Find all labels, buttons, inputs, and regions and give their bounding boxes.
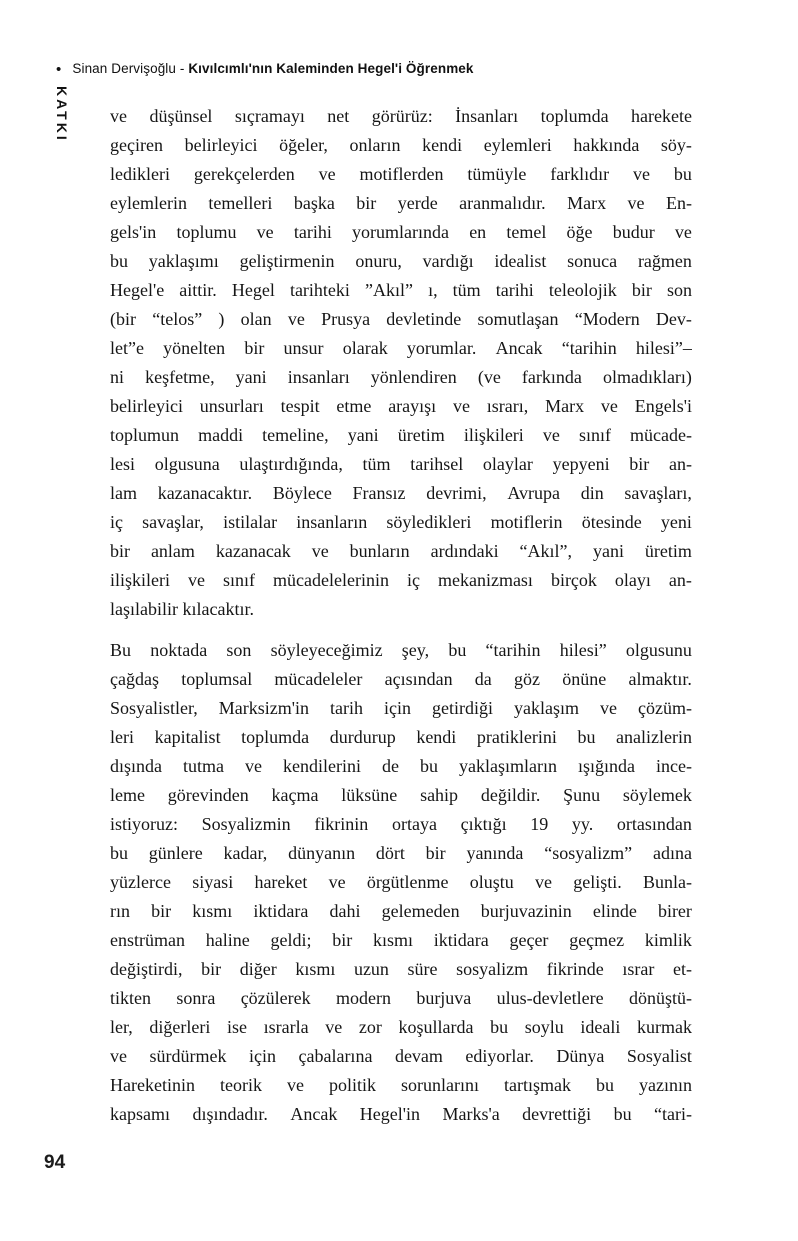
text-line: eylemlerin temelleri başka bir yerde aranmalıdır. Marx ve En- xyxy=(110,193,692,213)
text-line: lam kazanacaktır. Böylece Fransız devrimi, Avrupa din savaşları, xyxy=(110,483,692,503)
text-line: gels'in toplumu ve tarihi yorumlarında en temel öğe budur ve xyxy=(110,222,692,242)
text-line: ve düşünsel sıçramayı net görürüz: İnsanları toplumda harekete xyxy=(110,106,692,126)
text-line: değiştirdi, bir diğer kısmı uzun süre sosyalizm fikrinde ısrar et- xyxy=(110,959,692,979)
page-body xyxy=(110,102,692,1129)
text-line: rın bir kısmı iktidara dahi gelemeden burjuvazinin elinde birer xyxy=(110,901,692,921)
text-line: yüzlerce siyasi hareket ve örgütlenme oluştu ve gelişti. Bunla- xyxy=(110,872,692,892)
running-header xyxy=(56,61,474,78)
text-line: ledikleri gerekçelerden ve motiflerden tümüyle farklıdır ve bu xyxy=(110,164,692,184)
header-chapter-title: Kıvılcımlı'nın Kaleminden Hegel'i Öğrenmek xyxy=(188,61,474,76)
paragraph xyxy=(110,636,692,1129)
text-line: (bir “telos” ) olan ve Prusya devletinde somutlaşan “Modern Dev- xyxy=(110,309,692,329)
text-line: belirleyici unsurları tespit etme arayışı ve ısrarı, Marx ve Engels'i xyxy=(110,396,692,416)
journal-spine-label: KATKI xyxy=(54,86,70,143)
text-line: Hegel'e aittir. Hegel tarihteki ”Akıl” ı, tüm tarihi teleolojik bir son xyxy=(110,280,692,300)
text-line: iç savaşlar, istilalar insanların söyledikleri motiflerin ötesinde yeni xyxy=(110,512,692,532)
text-line: Bu noktada son söyleyeceğimiz şey, bu “tarihin hilesi” olgusunu xyxy=(110,640,692,660)
text-line: leme görevinden kaçma lüksüne sahip değildir. Şunu söylemek xyxy=(110,785,692,805)
text-line: bu günlere kadar, dünyanın dört bir yanında “sosyalizm” adına xyxy=(110,843,692,863)
text-line: ilişkileri ve sınıf mücadelelerinin iç mekanizması birçok olayı an- xyxy=(110,570,692,590)
paragraph xyxy=(110,102,692,624)
text-line: kapsamı dışındadır. Ancak Hegel'in Marks'a devrettiği bu “tari- xyxy=(110,1104,692,1124)
text-line: geçiren belirleyici öğeler, onların kendi eylemleri hakkında söy- xyxy=(110,135,692,155)
text-line: dışında tutma ve kendilerini de bu yaklaşımların ışığında ince- xyxy=(110,756,692,776)
text-line: bir anlam kazanacak ve bunların ardındaki “Akıl”, yani üretim xyxy=(110,541,692,561)
text-line: bu yaklaşımı geliştirmenin onuru, vardığı idealist sonuca rağmen xyxy=(110,251,692,271)
text-line: ni keşfetme, yani insanları yönlendiren (ve farkında olmadıkları) xyxy=(110,367,692,387)
text-line: toplumun maddi temeline, yani üretim ilişkileri ve sınıf mücade- xyxy=(110,425,692,445)
header-author: Sinan Dervişoğlu - xyxy=(72,61,189,76)
text-line: tikten sonra çözülerek modern burjuva ulus-devletlere dönüştü- xyxy=(110,988,692,1008)
page-number: 94 xyxy=(44,1152,66,1173)
text-line: let”e yönelten bir unsur olarak yorumlar. Ancak “tarihin hilesi”– xyxy=(110,338,692,358)
text-line: istiyoruz: Sosyalizmin fikrinin ortaya çıktığı 19 yy. ortasından xyxy=(110,814,692,834)
text-line: lesi olgusuna ulaştırdığında, tüm tarihsel olaylar yepyeni bir an- xyxy=(110,454,692,474)
text-line: Sosyalistler, Marksizm'in tarih için getirdiği yaklaşım ve çözüm- xyxy=(110,698,692,718)
text-line: çağdaş toplumsal mücadeleler açısından da göz önüne almaktır. xyxy=(110,669,692,689)
text-line: ler, diğerleri ise ısrarla ve zor koşullarda bu soylu ideali kurmak xyxy=(110,1017,692,1037)
header-bullet-icon: • xyxy=(56,61,62,78)
text-line: leri kapitalist toplumda durdurup kendi pratiklerini bu analizlerin xyxy=(110,727,692,747)
text-line: ve sürdürmek için çabalarına devam ediyorlar. Dünya Sosyalist xyxy=(110,1046,692,1066)
text-line: Hareketinin teorik ve politik sorunlarını tartışmak bu yazının xyxy=(110,1075,692,1095)
text-line: enstrüman haline geldi; bir kısmı iktidara geçer geçmez kimlik xyxy=(110,930,692,950)
text-line: laşılabilir kılacaktır. xyxy=(110,599,254,619)
